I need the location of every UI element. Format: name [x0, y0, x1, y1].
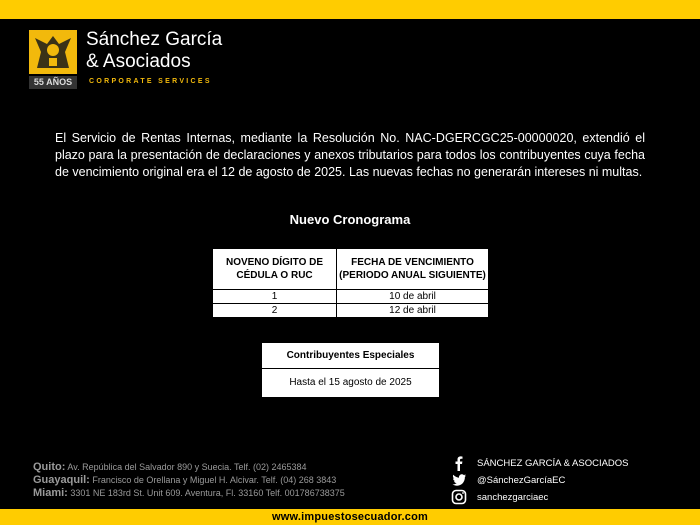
bottom-accent-bar — [0, 509, 700, 525]
logo-tagline: CORPORATE SERVICES — [89, 78, 212, 85]
logo-line-1: Sánchez García — [86, 29, 223, 50]
twitter-icon — [451, 472, 467, 488]
twitter-label: @SánchezGarcíaEC — [477, 474, 566, 486]
table-row — [213, 304, 489, 318]
office-city: Guayaquil: — [33, 474, 90, 486]
office-city: Miami: — [33, 487, 68, 499]
special-taxpayers-deadline: Hasta el 15 agosto de 2025 — [289, 377, 412, 388]
office-city: Quito: — [33, 461, 66, 473]
logo-years-badge: 55 AÑOS — [29, 76, 77, 89]
instagram-label: sanchezgarciaec — [477, 491, 549, 503]
office-address: 3301 NE 183rd St. Unit 609. Aventura, Fl. 33160 Telf. 001786738375 — [70, 488, 345, 498]
logo-line-2: & Asociados — [86, 51, 191, 72]
office-miami — [33, 487, 345, 500]
office-address: Av. República del Salvador 890 y Suecia. Telf. (02) 2465384 — [67, 462, 307, 472]
company-logo — [29, 29, 223, 90]
notice-paragraph: El Servicio de Rentas Internas, mediante la Resolución No. NAC-DGERCGC25-00000020, extendió el plazo para la presentación de declaraciones y anexos tributarios para todos los contribuyentes cuya fecha de vencimiento original era el 12 de agosto de 2025. Las nuevas fechas no generarán intereses ni multas. — [55, 131, 645, 179]
social-facebook[interactable] — [451, 455, 629, 471]
column-header-due-date: FECHA DE VENCIMIENTO (PERIODO ANUAL SIGUIENTE) — [337, 249, 489, 290]
special-taxpayers-box — [261, 342, 440, 398]
column-header-digit: NOVENO DÍGITO DE CÉDULA O RUC — [213, 249, 337, 290]
logo-badge — [29, 30, 77, 90]
social-twitter[interactable] — [451, 472, 629, 488]
cell-digit: 1 — [213, 290, 337, 304]
social-links — [451, 455, 629, 506]
facebook-icon — [451, 455, 467, 471]
top-accent-bar — [0, 0, 700, 19]
office-quito — [33, 461, 345, 474]
office-addresses — [33, 461, 345, 500]
website-link[interactable]: www.impuestosecuador.com — [272, 511, 428, 523]
social-instagram[interactable] — [451, 489, 629, 505]
schedule-table — [212, 248, 489, 318]
instagram-icon — [451, 489, 467, 505]
cell-digit: 2 — [213, 304, 337, 318]
facebook-label: SÁNCHEZ GARCÍA & ASOCIADOS — [477, 457, 629, 469]
logo-wordmark — [86, 29, 222, 73]
cell-due-date: 10 de abril — [337, 290, 489, 304]
office-address: Francisco de Orellana y Miguel H. Alcivar. Telf. (04) 268 3843 — [92, 475, 337, 485]
special-taxpayers-header: Contribuyentes Especiales — [262, 343, 439, 369]
schedule-header-row — [213, 249, 489, 290]
table-row — [213, 290, 489, 304]
logo-emblem-icon — [29, 30, 77, 74]
cell-due-date: 12 de abril — [337, 304, 489, 318]
office-guayaquil — [33, 474, 345, 487]
schedule-title: Nuevo Cronograma — [289, 212, 411, 227]
